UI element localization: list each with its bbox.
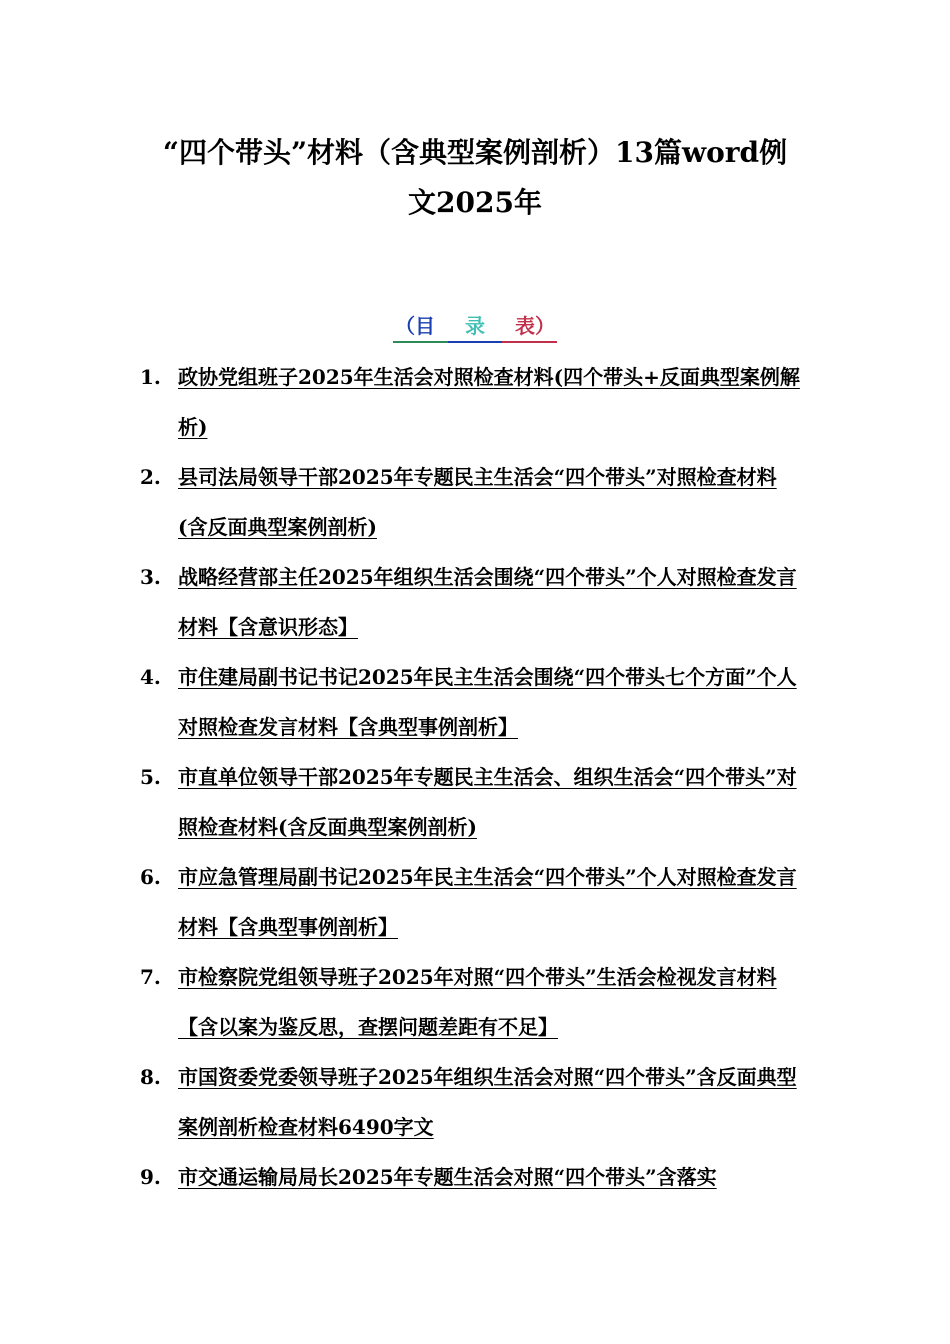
toc-heading-underline-segment [393,341,448,343]
toc-item-number: 8. [140,1065,161,1089]
toc-heading-underline [393,341,557,343]
document-title-line-2: 文2025年 [408,186,542,219]
toc-item-link[interactable]: 县司法局领导干部2025年专题民主生活会“四个带头”对照检查材料(含反面典型案例剖析) [178,465,777,539]
toc-item[interactable] [140,452,800,552]
toc-heading-char-lu: 录 [465,314,485,338]
toc-item-number: 4. [140,665,161,689]
toc-item-number: 3. [140,565,161,589]
toc-item[interactable] [140,752,800,852]
toc-heading-open-paren: （ [395,314,415,338]
document-title-line-1: “四个带头”材料（含典型案例剖析）13篇word例 [162,136,788,169]
toc-item-number: 7. [140,965,161,989]
toc-item-number: 2. [140,465,161,489]
toc-item-link[interactable]: 市直单位领导干部2025年专题民主生活会、组织生活会“四个带头”对照检查材料(含反面典型案例剖析) [178,765,797,839]
toc-item-link[interactable]: 市住建局副书记书记2025年民主生活会围绕“四个带头七个方面”个人对照检查发言材料【含典型事例剖析】 [178,665,797,739]
toc-heading-underline-segment [502,341,557,343]
toc-item-link[interactable]: 市应急管理局副书记2025年民主生活会“四个带头”个人对照检查发言材料【含典型事例剖析】 [178,865,797,939]
toc-item-link[interactable]: 市国资委党委领导班子2025年组织生活会对照“四个带头”含反面典型案例剖析检查材料6490字文 [178,1065,797,1139]
toc-item-link[interactable]: 市检察院党组领导班子2025年对照“四个带头”生活会检视发言材料【含以案为鉴反思，查摆问题差距有不足】 [178,965,777,1039]
toc-heading-underline-segment [448,341,503,343]
toc-item-number: 1. [140,365,161,389]
toc-item[interactable] [140,852,800,952]
toc-heading-char-biao: 表 [515,314,535,338]
toc-item[interactable] [140,1152,800,1202]
toc-item-link[interactable]: 市交通运输局局长2025年专题生活会对照“四个带头”含落实 [178,1165,717,1189]
toc-item[interactable] [140,952,800,1052]
toc-list [140,352,800,1202]
toc-item-number: 9. [140,1165,161,1189]
toc-item[interactable] [140,552,800,652]
toc-item-link[interactable]: 战略经营部主任2025年组织生活会围绕“四个带头”个人对照检查发言材料【含意识形态】 [178,565,797,639]
toc-item-link[interactable]: 政协党组班子2025年生活会对照检查材料(四个带头+反面典型案例解析) [178,365,800,439]
toc-heading-char-mu: 目 [415,314,435,338]
toc-item-number: 5. [140,765,161,789]
toc-heading [0,311,950,341]
toc-item[interactable] [140,1052,800,1152]
toc-heading-group [393,311,557,341]
document-title [120,128,830,228]
toc-item[interactable] [140,652,800,752]
toc-heading-close-paren: ） [535,314,555,338]
toc-item[interactable] [140,352,800,452]
toc-item-number: 6. [140,865,161,889]
